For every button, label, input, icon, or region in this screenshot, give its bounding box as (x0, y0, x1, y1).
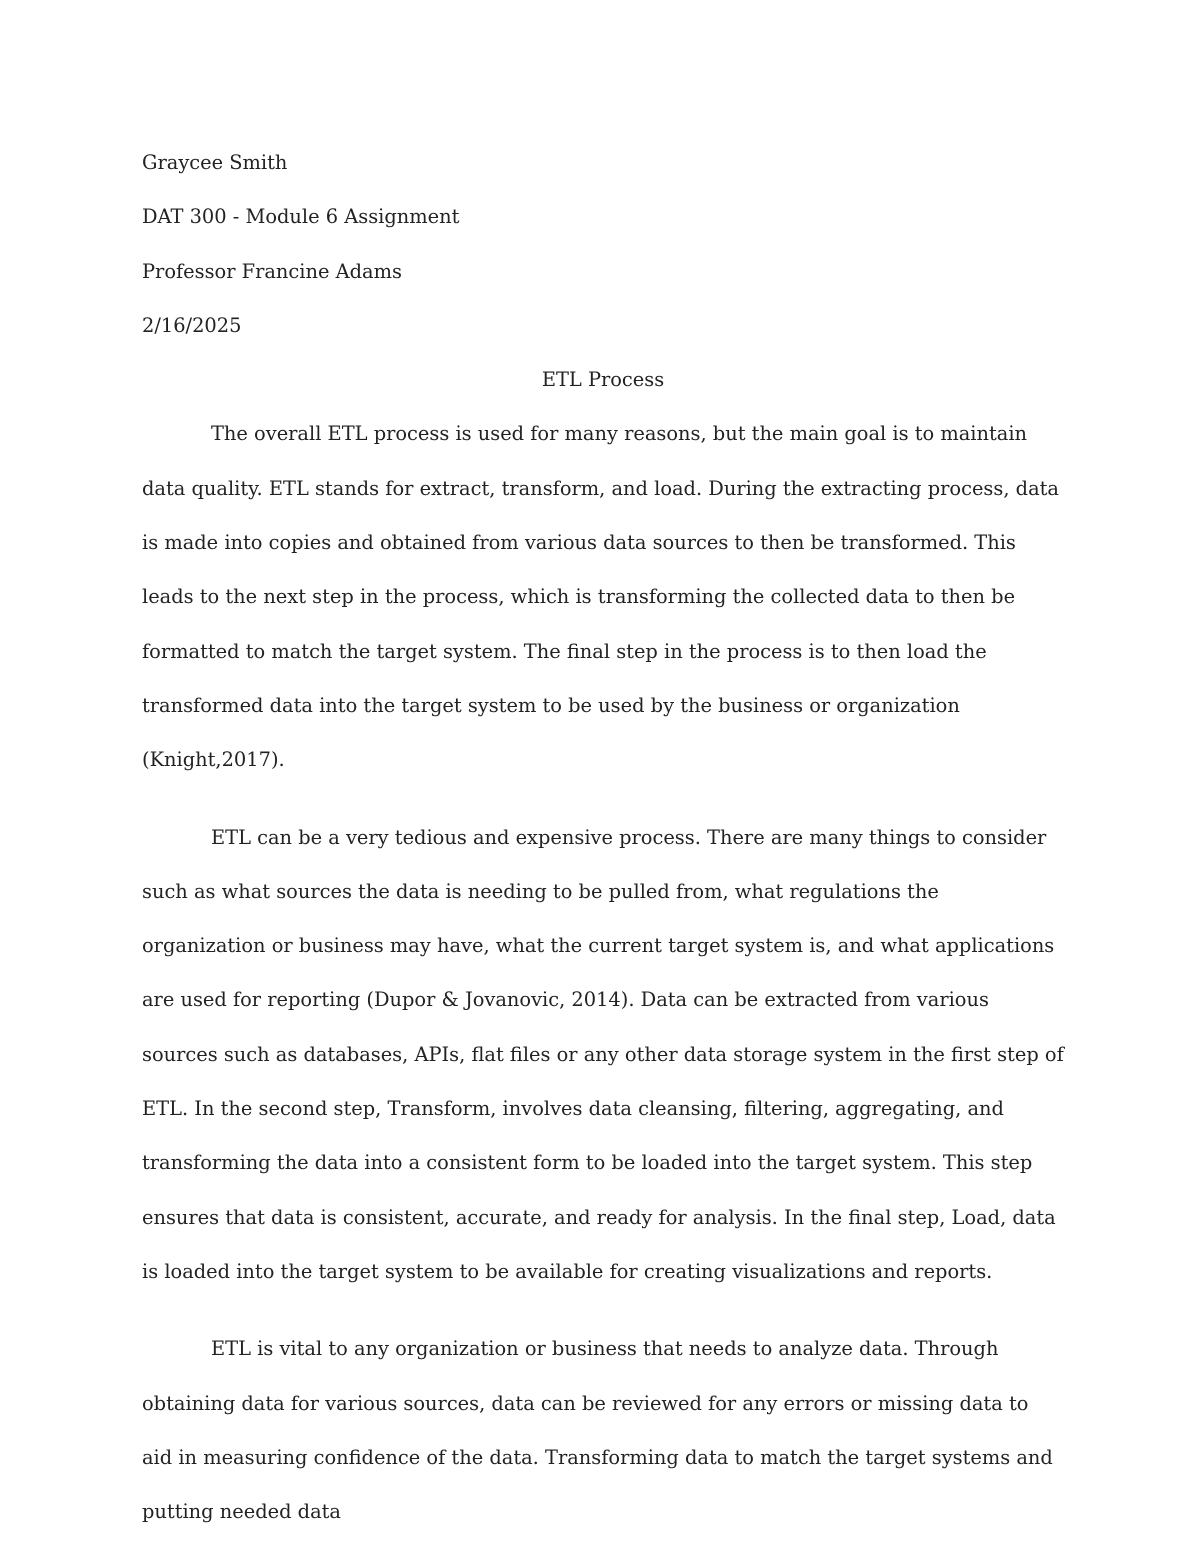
professor-name: Professor Francine Adams (142, 259, 402, 283)
paragraph-2: ETL can be a very tedious and expensive process. There are many things to consider such as what sources the data is needing to be pulled from, what regulations the organization or business may have, what the current target system is, and what applications are used for reporting (Dupor & Jovanovic, 2014). Data can be extracted from various sources such as databases, APIs, flat files or any other data storage system in the first step of ETL. In the second step, Transform, involves data cleansing, filtering, aggregating, and transforming the data into a consistent form to be loaded into the target system. This step ensures that data is consistent, accurate, and ready for analysis. In the final step, Load, data is loaded into the target system to be available for creating visualizations and reports. (142, 825, 1064, 1283)
course-name: DAT 300 - Module 6 Assignment (142, 205, 460, 229)
document-title: ETL Process (541, 368, 665, 392)
assignment-date: 2/16/2025 (142, 313, 242, 337)
document-body (142, 136, 1064, 1539)
paragraph-3: ETL is vital to any organization or business that needs to analyze data. Through obtaining data for various sources, data can be reviewed for any errors or missing data to aid in measuring confidence of the data. Transforming data to match the target systems and putting needed data (142, 1337, 1053, 1524)
paragraph-1: The overall ETL process is used for many reasons, but the main goal is to maintain data quality. ETL stands for extract, transform, and load. During the extracting process, data is made into copies and obtained from various data sources to then be transformed. This leads to the next step in the process, which is transforming the collected data to then be formatted to match the target system. The final step in the process is to then load the transformed data into the target system to be used by the business or organization (Knight,2017). (142, 422, 1059, 772)
author-name: Graycee Smith (142, 151, 288, 174)
